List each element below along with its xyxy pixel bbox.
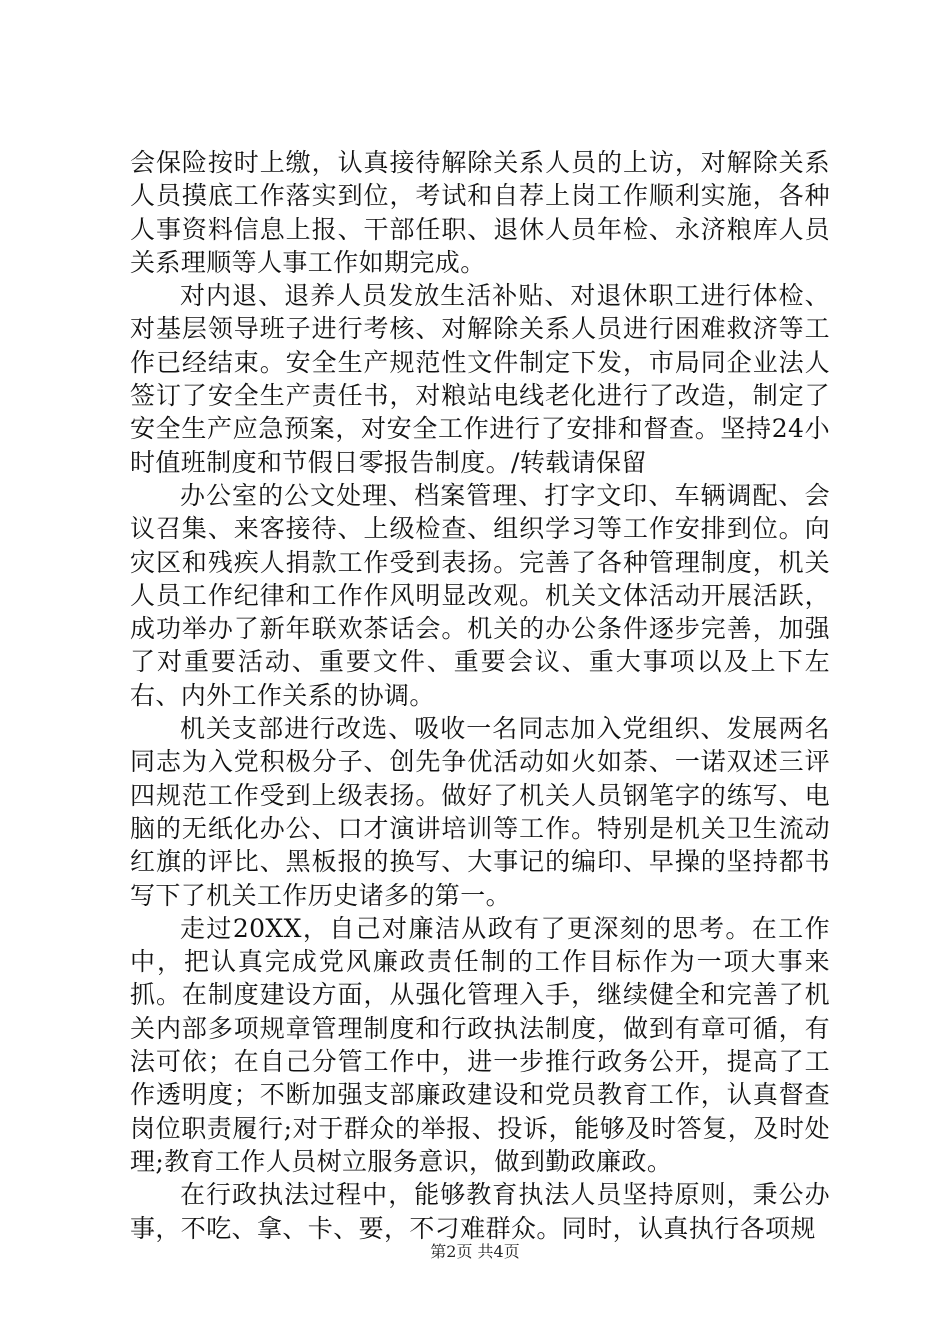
paragraph-2: 对内退、退养人员发放生活补贴、对退休职工进行体检、对基层领导班子进行考核、对解除关系人员进行困难救济等工作已经结束。安全生产规范性文件制定下发，市局同企业法人签订了安全生产责任书，对粮站电线老化进行了改造，制定了安全生产应急预案，对安全工作进行了安排和督查。坚持24小时值班制度和节假日零报告制度。/转载请保留 [130, 281, 830, 477]
page-footer: 第2页 共4页 [430, 1242, 520, 1261]
paragraph-3: 办公室的公文处理、档案管理、打字文印、车辆调配、会议召集、来客接待、上级检查、组织学习等工作安排到位。向灾区和残疾人捐款工作受到表扬。完善了各种管理制度，机关人员工作纪律和工作作风明显改观。机关文体活动开展活跃，成功举办了新年联欢茶话会。机关的办公条件逐步完善，加强了对重要活动、重要文件、重要会议、重大事项以及上下左右、内外工作关系的协调。 [130, 480, 830, 710]
paragraph-1: 会保险按时上缴，认真接待解除关系人员的上访，对解除关系人员摸底工作落实到位，考试和自荐上岗工作顺利实施，各种人事资料信息上报、干部任职、退休人员年检、永济粮库人员关系理顺等人事工作如期完成。 [130, 148, 830, 277]
paragraph-6: 在行政执法过程中，能够教育执法人员坚持原则，秉公办事，不吃、拿、卡、要，不刁难群众。同时，认真执行各项规 [130, 1180, 830, 1243]
paragraph-5: 走过20XX，自己对廉洁从政有了更深刻的思考。在工作中，把认真完成党风廉政责任制的工作目标作为一项大事来抓。在制度建设方面，从强化管理入手，继续健全和完善了机关内部多项规章管理制度和行政执法制度，做到有章可循，有法可依；在自己分管工作中，进一步推行政务公开，提高了工作透明度；不断加强支部廉政建设和党员教育工作，认真督查岗位职责履行;对于群众的举报、投诉，能够及时答复，及时处理;教育工作人员树立服务意识，做到勤政廉政。 [130, 913, 830, 1176]
document-body [130, 146, 830, 1245]
paragraph-4: 机关支部进行改选、吸收一名同志加入党组织、发展两名同志为入党积极分子、创先争优活动如火如荼、一诺双述三评四规范工作受到上级表扬。做好了机关人员钢笔字的练写、电脑的无纸化办公、口才演讲培训等工作。特别是机关卫生流动红旗的评比、黑板报的换写、大事记的编印、早操的坚持都书写下了机关工作历史诸多的第一。 [130, 714, 830, 910]
